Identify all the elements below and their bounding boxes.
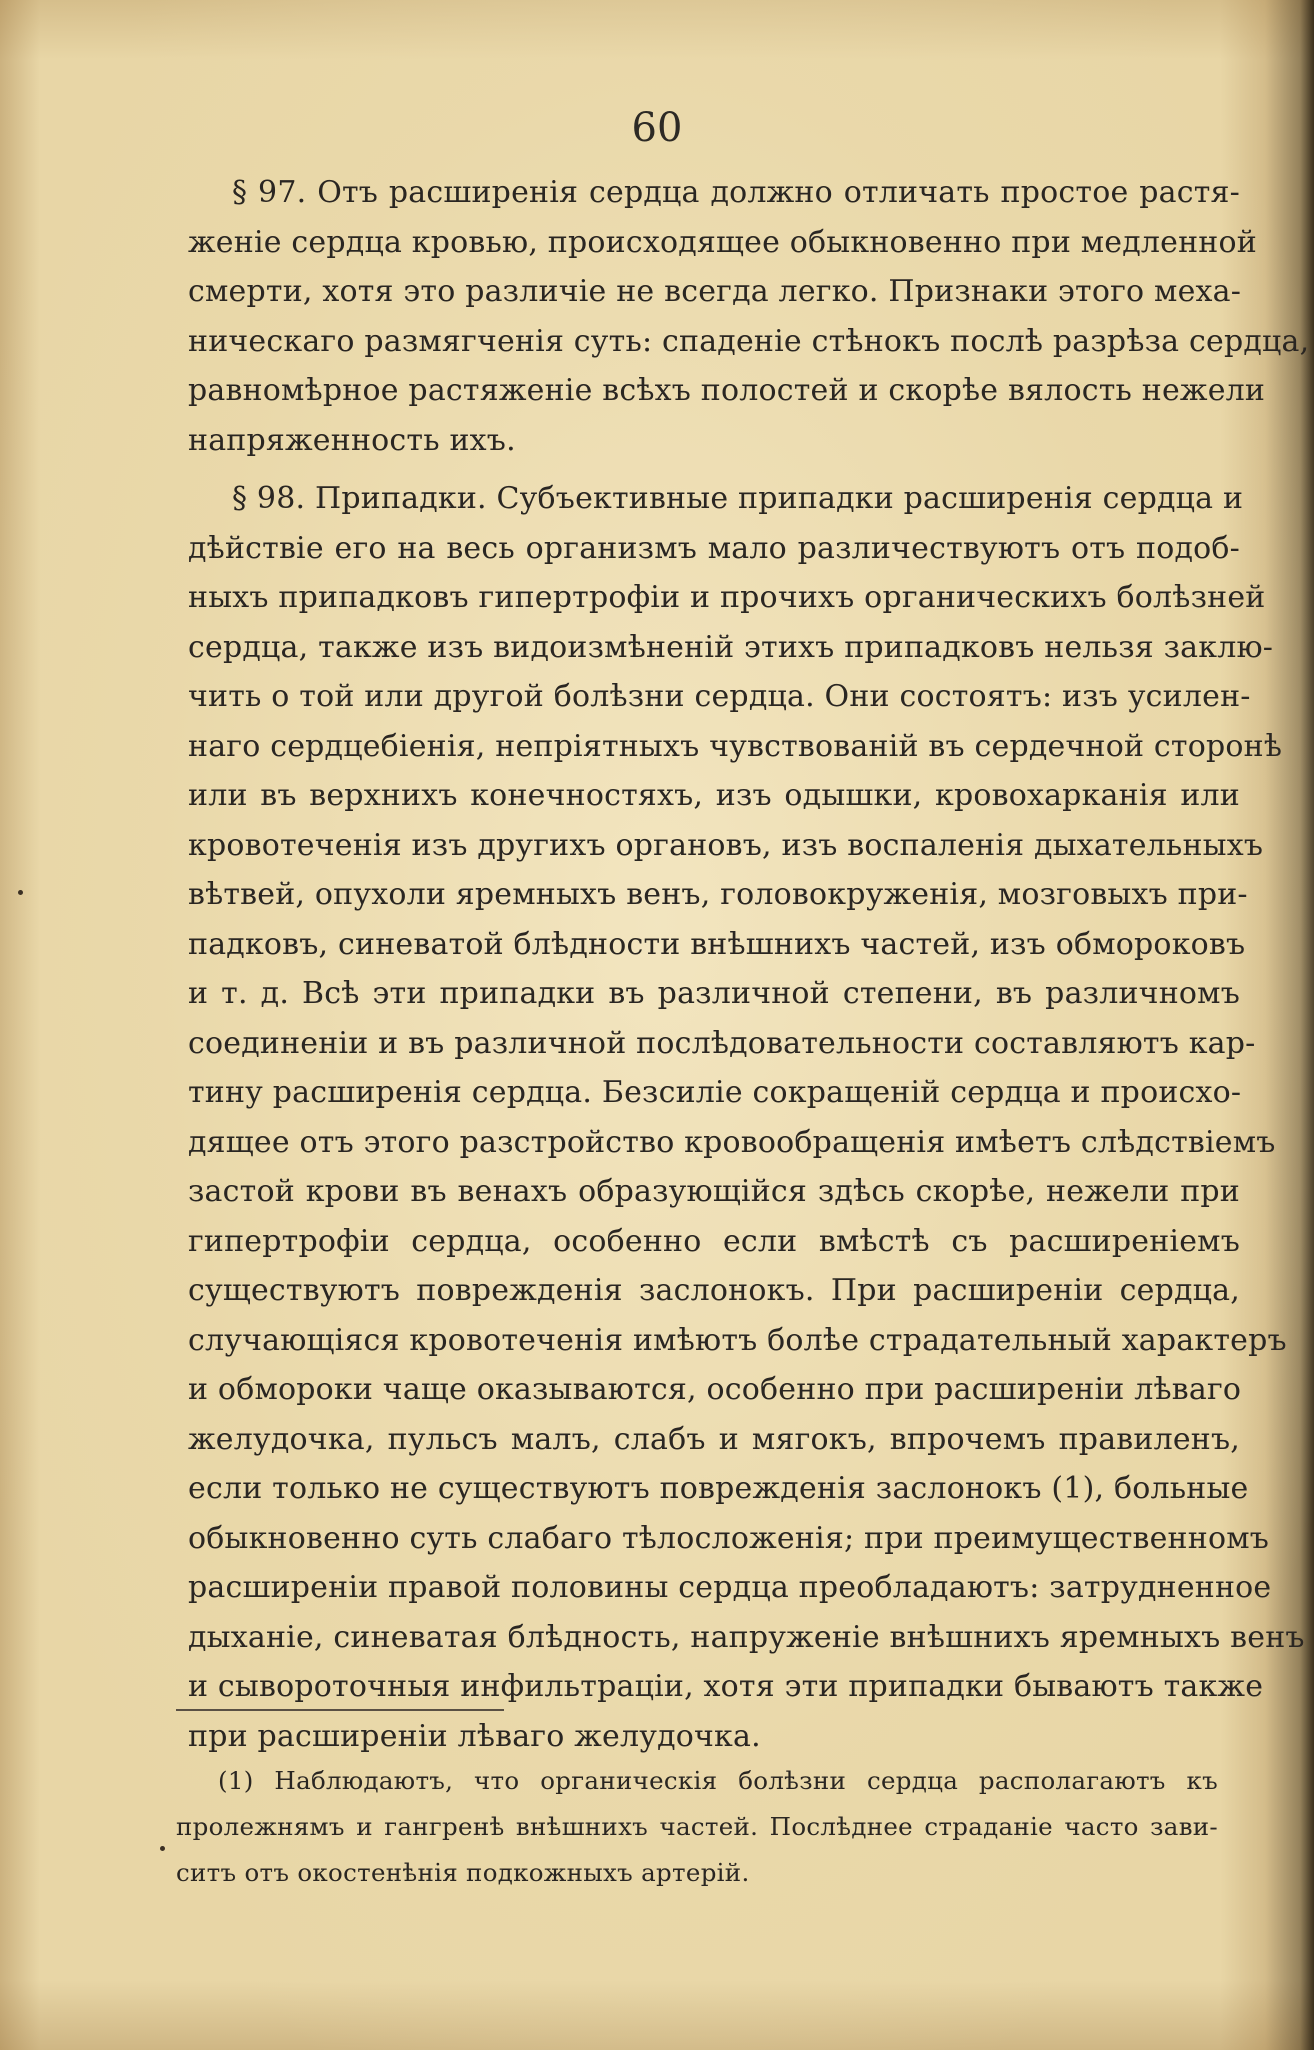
text-line: § 97. Отъ расширенія сердца должно отличать простое растя- xyxy=(232,175,1240,210)
main-text xyxy=(188,168,1310,1761)
text-line: вѣтвей, опухоли яремныхъ венъ, головокруженія, мозговыхъ при- xyxy=(188,877,1248,912)
paragraph-section-98 xyxy=(188,474,1305,1761)
text-line: желудочка, пульсъ малъ, слабъ и мягокъ, впрочемъ правиленъ, xyxy=(188,1421,1240,1457)
footnote-line: пролежнямъ и гангренѣ внѣшнихъ частей. Послѣднее страданіе часто зави- xyxy=(176,1812,1218,1841)
footnote-line: ситъ отъ окостенѣнія подкожныхъ артерій. xyxy=(176,1858,750,1887)
text-line: смерти, хотя это различіе не всегда легко. Признаки этого меха- xyxy=(188,274,1242,309)
text-line: равномѣрное растяженіе всѣхъ полостей и скорѣе вялость нежели xyxy=(188,373,1266,408)
text-line: обыкновенно суть слабаго тѣлосложенія; при преимущественномъ xyxy=(188,1520,1270,1556)
text-line: ническаго размягченія суть: спаденіе стѣнокъ послѣ разрѣза сердца, xyxy=(188,323,1310,359)
text-line: женіе сердца кровью, происходящее обыкновенно при медленной xyxy=(188,224,1257,260)
text-line: гипертрофіи сердца, особенно если вмѣстѣ съ расширеніемъ xyxy=(188,1223,1240,1259)
text-line: при расширеніи лѣваго желудочка. xyxy=(188,1718,761,1754)
text-line: и сывороточныя инфильтраціи, хотя эти припадки бываютъ также xyxy=(188,1669,1264,1704)
text-line: напряженность ихъ. xyxy=(188,422,516,458)
footnote-line: (1) Наблюдаютъ, что органическія болѣзни сердца располагаютъ къ xyxy=(218,1766,1218,1795)
text-line: соединеніи и въ различной послѣдовательности составляютъ кар- xyxy=(188,1025,1256,1061)
text-line: падковъ, синеватой блѣдности внѣшнихъ частей, изъ обмороковъ xyxy=(188,926,1246,962)
text-line: дѣйствіе его на весь организмъ мало различествуютъ отъ подоб- xyxy=(188,530,1240,566)
text-line: или въ верхнихъ конечностяхъ, изъ одышки, кровохарканія или xyxy=(188,778,1240,813)
text-line: наго сердцебіенія, непріятныхъ чувствованій въ сердечной сторонѣ xyxy=(188,728,1283,764)
text-line: ныхъ припадковъ гипертрофіи и прочихъ органическихъ болѣзней xyxy=(188,580,1266,615)
footnote-divider xyxy=(176,1709,504,1711)
paragraph-section-97 xyxy=(188,168,1310,465)
text-line: дыханіе, синеватая блѣдность, напруженіе внѣшнихъ яремныхъ венъ xyxy=(188,1619,1305,1655)
text-line: § 98. Припадки. Субъективные припадки расширенія сердца и xyxy=(232,481,1244,516)
text-line: расширеніи правой половины сердца преобладаютъ: затрудненное xyxy=(188,1570,1272,1605)
text-line: если только не существуютъ поврежденія заслонокъ (1), больные xyxy=(188,1471,1249,1506)
text-line: застой крови въ венахъ образующійся здѣсь скорѣе, нежели при xyxy=(188,1174,1240,1209)
text-line: дящее отъ этого разстройство кровообращенія имѣетъ слѣдствіемъ xyxy=(188,1124,1276,1160)
text-line: и т. д. Всѣ эти припадки въ различной степени, въ различномъ xyxy=(188,976,1240,1011)
text-line: существуютъ поврежденія заслонокъ. При расширеніи сердца, xyxy=(188,1273,1240,1308)
text-line: чить о той или другой болѣзни сердца. Они состоятъ: изъ усилен- xyxy=(188,679,1251,714)
text-line: сердца, также изъ видоизмѣненій этихъ припадковъ нельзя заклю- xyxy=(188,629,1274,665)
text-line: и обмороки чаще оказываются, особенно при расширеніи лѣваго xyxy=(188,1372,1242,1407)
text-line: кровотеченія изъ другихъ органовъ, изъ воспаленія дыхательныхъ xyxy=(188,827,1264,863)
footnote xyxy=(176,1758,1218,1896)
page-number: 60 xyxy=(631,105,683,151)
text-line: случающіяся кровотеченія имѣютъ болѣе страдательный характеръ xyxy=(188,1322,1287,1358)
text-line: тину расширенія сердца. Безсиліе сокращеній сердца и происхо- xyxy=(188,1075,1242,1110)
ink-speck xyxy=(18,890,23,895)
ink-speck xyxy=(160,1846,165,1851)
